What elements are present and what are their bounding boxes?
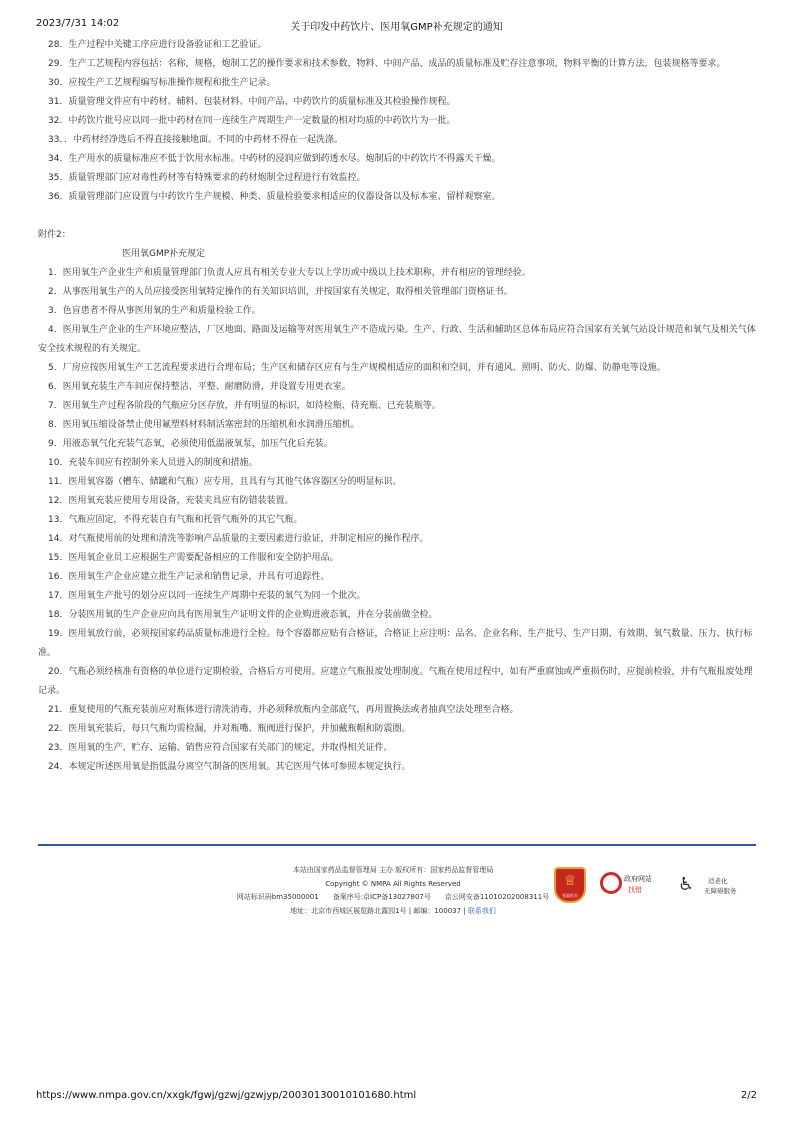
regulation-item: 28．生产过程中关键工序应进行设备验证和工艺验证。 [48,40,267,50]
print-datetime: 2023/7/31 14:02 [36,18,120,29]
accessibility-title: 适老化 [708,877,728,885]
badge-label: 党政机关 [562,893,578,898]
regulation-item: 24．本规定所述医用氧是指低温分离空气制备的医用氧。其它医用气体可参照本规定执行。 [48,762,411,772]
regulation-item: 14．对气瓶使用前的处理和清洗等影响产品质量的主要因素进行验证，并制定相应的操作程序。 [48,534,429,544]
regulation-item: 16．医用氧生产企业应建立批生产记录和销售记录，并具有可追踪性。 [48,572,330,582]
regulation-item: 6．医用氧充装生产车间应保持整洁、平整、耐磨防滑，并设置专用更衣室。 [48,382,351,392]
annex-label: 附件2： [38,230,71,240]
party-government-badge[interactable] [554,867,586,903]
regulation-item: 23．医用氧的生产、贮存、运输、销售应符合国家有关部门的规定，并取得相关证件。 [48,743,393,753]
gmp-items-part1 [38,36,756,207]
regulation-item: 8．医用氧压缩设备禁止使用氟塑料材料制活塞密封的压缩机和水润滑压缩机。 [48,420,360,430]
regulation-item: 31．质量管理文件应有中药材、辅料、包装材料、中间产品、中药饮片的质量标准及其检验操作规程。 [48,97,456,107]
regulation-item: 21．重复使用的气瓶充装前应对瓶体进行清洗消毒，并必须释放瓶内全部底气，再用置换法或者抽真空法处理至合格。 [48,705,519,715]
regulation-item: 20．气瓶必须经核准有资格的单位进行定期检验，合格后方可使用。应建立气瓶报废处理制度。气瓶在使用过程中，如有严重腐蚀或严重损伤时，应提前检验，并有气瓶报废处理记录。 [38,667,753,696]
regulation-item: 5．厂房应按医用氧生产工艺流程要求进行合理布局；生产区和储存区应有与生产规模相适应的面积和空间，并有通风、照明、防火、防爆、防静电等设施。 [48,363,666,373]
article-body [38,36,756,777]
accessibility-icon: ♿ [678,874,695,895]
regulation-item: 30．应按生产工艺规程编写标准操作规程和批生产记录。 [48,78,276,88]
print-header [36,18,757,34]
footer-info [208,864,578,918]
gov-site-title: 政府网站 [624,875,652,883]
regulation-item: 1．医用氧生产企业生产和质量管理部门负责人应具有相关专业大专以上学历或中级以上技术职称，并有相应的管理经验。 [48,268,531,278]
regulation-item: 33．．中药材经净选后不得直接接触地面。不同的中药材不得在一起洗涤。 [48,135,343,145]
footer-registration: 网站标识码bm35000001 备案序号:京ICP备13027807号 京公网安备11010202008311号 [236,893,550,901]
regulation-item: 22．医用氧充装后，每只气瓶均需检漏，并对瓶嘴、瓶阀进行保护，并加戴瓶帽和防震圈。 [48,724,411,734]
print-url: https://www.nmpa.gov.cn/xxgk/fgwj/gzwj/gzwjyp/20030130010101680.html [36,1090,417,1101]
regulation-item: 3．色盲患者不得从事医用氧的生产和质量检验工作。 [48,306,261,316]
gov-site-magnifier-icon [600,872,622,894]
regulation-item: 35．质量管理部门应对毒性药材等有特殊要求的药材炮制全过程进行有效监控。 [48,173,366,183]
regulation-item: 18．分装医用氧的生产企业应向具有医用氧生产证明文件的企业购进液态氧，并在分装前做全检。 [48,610,438,620]
regulation-item: 13．气瓶应固定，不得充装自有气瓶和托管气瓶外的其它气瓶。 [48,515,303,525]
footer-copyright: Copyright © NMPA All Rights Reserved [325,879,461,888]
regulation-item: 15．医用氧企业员工应根据生产需要配备相应的工作服和安全防护用品。 [48,553,339,563]
regulation-item: 10．充装车间应有控制外来人员进入的制度和措施。 [48,458,258,468]
site-footer [38,860,756,940]
regulation-item: 19．医用氧放行前，必须按国家药品质量标准进行全检。每个容器都应贴有合格证，合格证上应注明：品名、企业名称、生产批号、生产日期、有效期、氧气数量、压力、执行标准。 [38,629,753,658]
footer-address: 地址：北京市西城区展览路北露园1号 | 邮编：100037 | [290,906,468,915]
footer-address-line [208,905,578,919]
regulation-item: 17．医用氧生产批号的划分应以同一连续生产周期中充装的氧气为同一个批次。 [48,591,366,601]
gov-site-error-report[interactable] [600,872,662,898]
print-doc-title: 关于印发中药饮片、医用氧GMP补充规定的通知 [290,22,503,33]
regulation-item: 29．生产工艺规程内容包括：名称，规格，炮制工艺的操作要求和技术参数，物料、中间产品、成品的质量标准及贮存注意事项，物料平衡的计算方法，包装规格等要求。 [48,59,726,69]
footer-divider [38,844,756,846]
regulation-item: 36．质量管理部门应设置与中药饮片生产规模、种类、质量检验要求相适应的仪器设备以及标本室、留样观察室。 [48,192,501,202]
accessibility-service[interactable] [678,874,758,898]
gov-site-sub: 找错 [628,886,642,894]
regulation-item: 2．从事医用氧生产的人员应接受医用氧特定操作的有关知识培训，并按国家有关规定，取得相关管理部门资格证书。 [48,287,513,297]
regulation-item: 32．中药饮片批号应以同一批中药材在同一连续生产周期生产一定数量的相对均质的中药饮片为一批。 [48,116,456,126]
contact-us-link[interactable]: 联系我们 [467,906,496,915]
regulation-item: 34．生产用水的质量标准应不低于饮用水标准。中药材的浸润应做到药透水尽。炮制后的中药饮片不得露天干燥。 [48,154,501,164]
accessibility-sub: 无障碍服务 [704,887,737,895]
emblem-icon: ♕ [563,873,577,889]
section-gap [38,207,756,226]
print-footer [36,1090,757,1104]
regulation-item: 7．医用氧生产过程各阶段的气瓶应分区存放，并有明显的标识，如待检瓶、待充瓶、已充装瓶等。 [48,401,441,411]
page-number: 2/2 [740,1090,757,1101]
gmp-items-part2 [38,264,756,777]
regulation-item: 9．用液态氧气化充装气态氧，必须使用低温液氧泵，加压气化后充装。 [48,439,333,449]
regulation-item: 4．医用氧生产企业的生产环境应整洁，厂区地面、路面及运输等对医用氧生产不造成污染。生产、行政、生活和辅助区总体布局应符合国家有关氧气站设计规范和氧气及相关气体安全技术规程的有关规定。 [38,325,756,354]
footer-sponsor: 本站由国家药品监督管理局 主办 版权所有：国家药品监督管理局 [292,866,494,874]
regulation-item: 12．医用氧充装应使用专用设备，充装夹具应有防错装装置。 [48,496,294,506]
regulation-item: 11．医用氧容器（槽车、储罐和气瓶）应专用，且具有与其他气体容器区分的明显标识。 [48,477,402,487]
annex-subtitle: 医用氧GMP补充规定 [122,249,206,259]
